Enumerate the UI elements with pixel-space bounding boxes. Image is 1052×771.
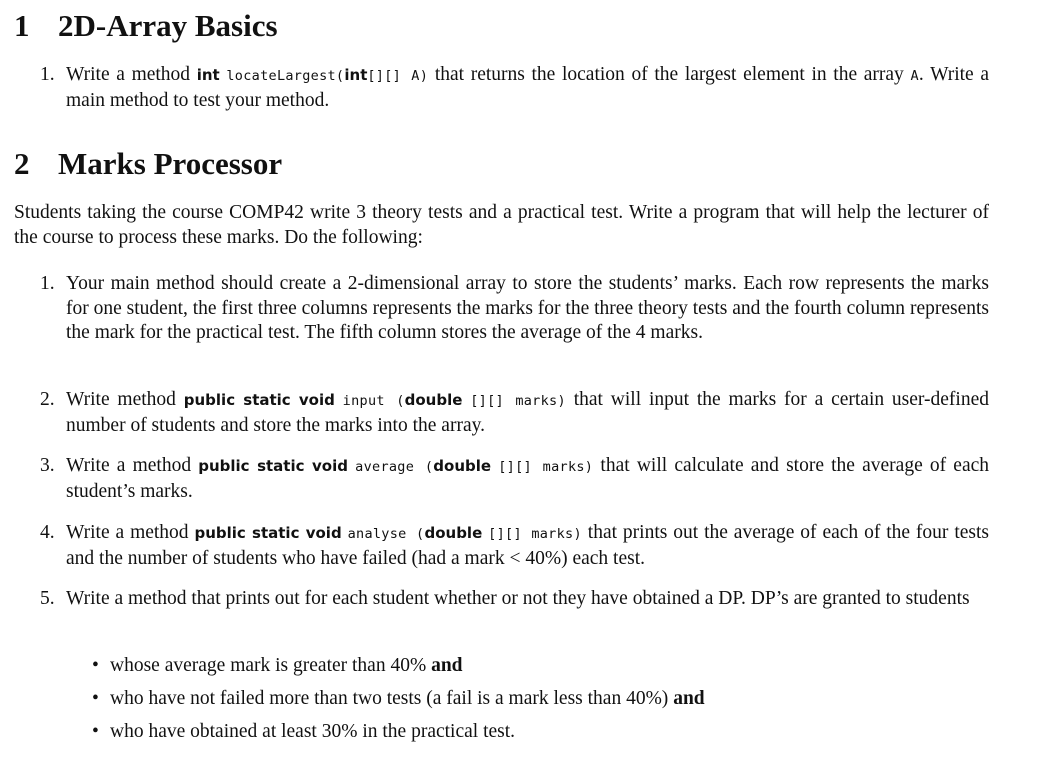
bullet-icon: • <box>92 721 99 742</box>
section-1-title: 2D-Array Basics <box>58 8 278 43</box>
section-2-item-4 <box>14 521 989 571</box>
item-number: 1. <box>40 273 55 294</box>
bullet-icon: • <box>92 655 99 676</box>
item-number: 1. <box>40 64 55 85</box>
code-keyword: double <box>424 524 483 542</box>
code-snippet: average ( <box>355 459 434 475</box>
item-number: 5. <box>40 588 55 609</box>
item-number: 4. <box>40 522 55 543</box>
item-text: Your main method should create a 2-dimensional array to store the students’ marks. Each row represents the marks for one student, the first three columns represents the marks for the three theory tests and the fourth column represents the mark for the practical test. The fifth column stores the average of the 4 marks. <box>66 273 989 343</box>
section-1-item-1 <box>14 63 989 113</box>
code-keyword: public static void <box>194 524 342 542</box>
code-keyword: int <box>196 66 220 84</box>
section-2-item-5 <box>14 587 989 612</box>
section-1-heading <box>14 8 278 44</box>
bullet-icon: • <box>92 688 99 709</box>
section-1-number: 1 <box>14 8 30 43</box>
item-text: Write a method that prints out for each student whether or not they have obtained a DP. DP’s are granted to students <box>66 588 970 609</box>
section-2-title: Marks Processor <box>58 146 283 181</box>
item-text: Write method public static void input (double [][] marks) that will input the marks for a certain user-defined number of students and store the marks into the array. <box>66 389 989 436</box>
code-keyword: public static void <box>183 391 335 409</box>
code-snippet: input ( <box>342 393 405 409</box>
code-snippet: locateLargest( <box>226 68 345 84</box>
section-2-item-2 <box>14 388 989 438</box>
code-snippet: A <box>910 68 919 84</box>
item-number: 2. <box>40 389 55 410</box>
bullet-item-1: • whose average mark is greater than 40% and <box>92 654 463 679</box>
code-snippet: [][] marks) <box>470 393 566 409</box>
item-text: Write a method int locateLargest(int[][] A) that returns the location of the largest element in the array A. Write a main method to test your method. <box>66 64 989 111</box>
code-snippet: [][] A) <box>367 68 429 84</box>
section-2-heading <box>14 146 282 182</box>
code-keyword: public static void <box>198 457 348 475</box>
section-2-item-3 <box>14 454 989 504</box>
code-snippet: [][] marks) <box>498 459 594 475</box>
section-2-intro: Students taking the course COMP42 write 3 theory tests and a practical test. Write a program that will help the lecturer of the course to process these marks. Do the following: <box>14 202 989 248</box>
code-keyword: double <box>433 457 492 475</box>
section-2-number: 2 <box>14 146 30 181</box>
item-text: Write a method public static void analyse (double [][] marks) that prints out the average of each of the four tests and the number of students who have failed (had a mark < 40%) each test. <box>66 522 989 569</box>
section-2-item-1 <box>14 272 989 346</box>
code-keyword: double <box>404 391 463 409</box>
bullet-item-2: • who have not failed more than two tests (a fail is a mark less than 40%) and <box>92 687 705 712</box>
math-expression: < 40 <box>509 547 545 569</box>
code-snippet: [][] marks) <box>488 526 582 542</box>
code-snippet: analyse ( <box>347 526 425 542</box>
bullet-item-3: • who have obtained at least 30% in the practical test. <box>92 720 515 745</box>
item-number: 3. <box>40 455 55 476</box>
code-keyword: int <box>344 66 368 84</box>
item-text: Write a method public static void average (double [][] marks) that will calculate and store the average of each student’s marks. <box>66 455 990 502</box>
